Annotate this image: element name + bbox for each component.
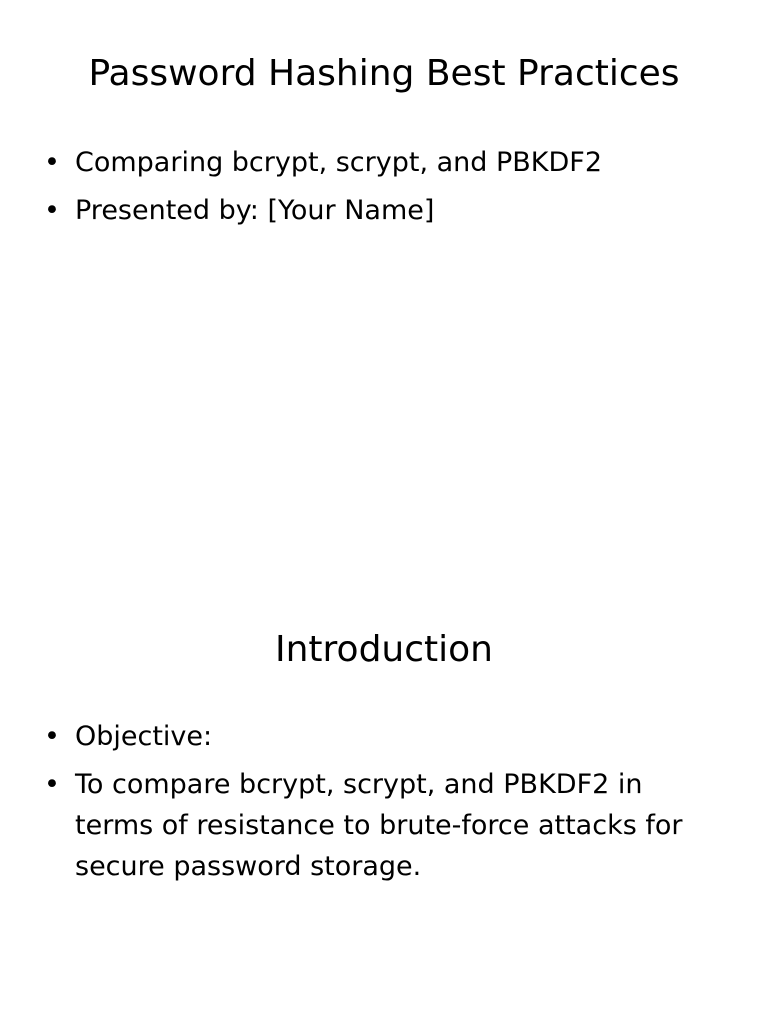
bullet-item <box>44 764 724 887</box>
bullet-text: Objective: <box>75 721 213 752</box>
bullet-text: Comparing bcrypt, scrypt, and PBKDF2 <box>75 147 603 178</box>
bullet-text: To compare bcrypt, scrypt, and PBKDF2 in terms of resistance to brute-force attacks for secure password storage. <box>75 769 683 882</box>
slide-title: Password Hashing Best Practices <box>88 53 680 94</box>
bullet-icon: • <box>44 769 60 800</box>
bullet-list <box>44 142 724 238</box>
bullet-text: Presented by: [Your Name] <box>75 195 435 226</box>
bullet-icon: • <box>44 195 60 226</box>
bullet-item <box>44 142 724 183</box>
bullet-item <box>44 716 724 757</box>
bullet-icon: • <box>44 147 60 178</box>
bullet-item <box>44 190 724 231</box>
bullet-icon: • <box>44 721 60 752</box>
slide-2 <box>0 512 768 1024</box>
slide-title: Introduction <box>274 629 493 670</box>
bullet-list <box>44 716 724 894</box>
